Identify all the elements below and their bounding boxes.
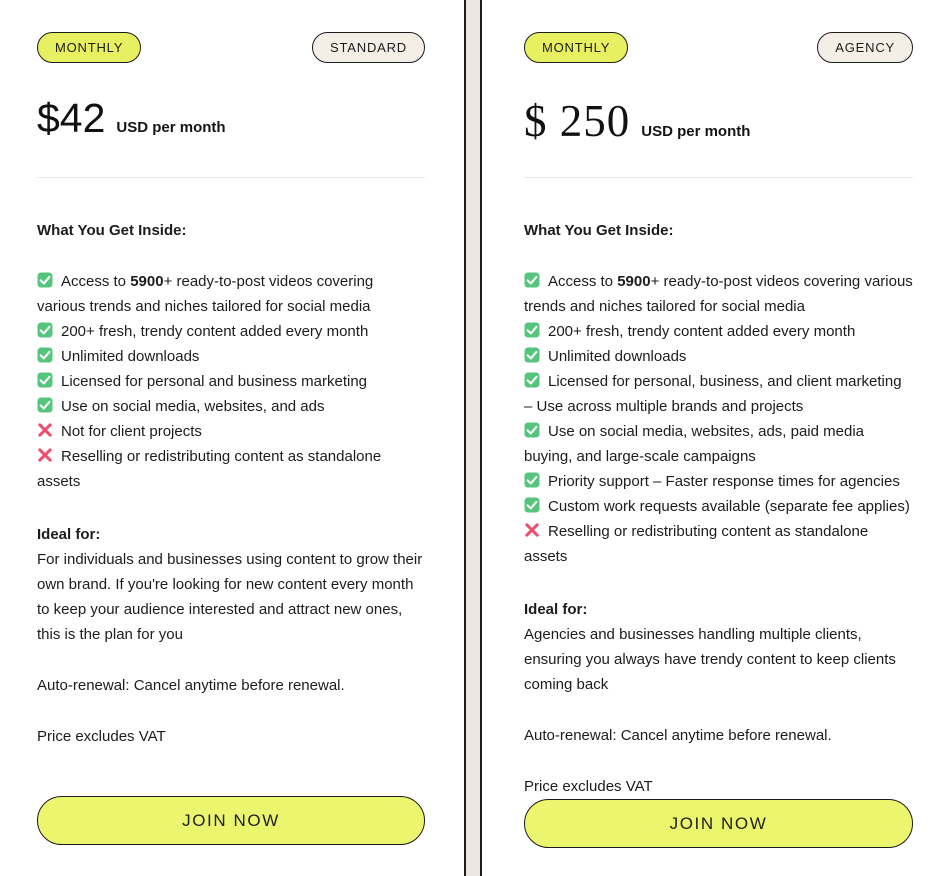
feature-item: [37, 319, 425, 344]
check-icon: [37, 397, 53, 413]
check-icon: [524, 347, 540, 363]
tier-badge: AGENCY: [817, 32, 913, 63]
card-gutter: [466, 0, 480, 876]
pricing-card-agency: [480, 0, 947, 876]
feature-text: Not for client projects: [61, 423, 202, 440]
price-row: [524, 95, 913, 146]
cross-icon: [37, 447, 53, 463]
check-icon: [524, 372, 540, 388]
price-row: [37, 95, 425, 139]
check-icon: [37, 347, 53, 363]
feature-item: [524, 469, 913, 494]
check-icon: [524, 272, 540, 288]
feature-text: Access to: [61, 273, 131, 290]
check-icon: [524, 422, 540, 438]
feature-item: [37, 444, 425, 494]
feature-text: Priority support – Faster response times for agencies: [548, 473, 900, 490]
check-icon: [37, 322, 53, 338]
features-list: [524, 269, 913, 569]
vat-note: Price excludes VAT: [524, 778, 653, 795]
feature-text: 200+ fresh, trendy content added every month: [61, 323, 369, 340]
check-icon: [524, 322, 540, 338]
feature-item: [524, 269, 913, 319]
feature-item: [524, 369, 913, 419]
feature-item: [524, 344, 913, 369]
price-value: $42: [37, 95, 106, 141]
feature-text: Unlimited downloads: [61, 348, 200, 365]
join-now-button[interactable]: JOIN NOW: [37, 796, 425, 845]
plan-badge: MONTHLY: [37, 32, 141, 63]
check-icon: [524, 497, 540, 513]
feature-text: Licensed for personal and business marketing: [61, 373, 368, 390]
feature-text: 200+ fresh, trendy content added every month: [548, 323, 856, 340]
feature-item: [37, 269, 425, 319]
ideal-heading: Ideal for:: [37, 526, 101, 543]
cross-icon: [524, 522, 540, 538]
feature-text: Use on social media, websites, ads, paid media buying, and large-scale campaigns: [524, 423, 864, 465]
join-now-button[interactable]: JOIN NOW: [524, 799, 913, 848]
price-unit: USD per month: [641, 123, 751, 140]
check-icon: [37, 272, 53, 288]
features-list: [37, 269, 425, 494]
renewal-note: Auto-renewal: Cancel anytime before renewal.: [37, 677, 345, 694]
feature-text: Use on social media, websites, and ads: [61, 398, 325, 415]
price-divider: [524, 177, 913, 178]
price-divider: [37, 177, 425, 178]
feature-item: [37, 419, 425, 444]
ideal-text: Agencies and businesses handling multiple clients, ensuring you always have trendy content to keep clients coming back: [524, 626, 896, 693]
feature-text: Reselling or redistributing content as standalone assets: [524, 523, 869, 565]
pricing-card-standard: [0, 0, 466, 876]
feature-text: Access to: [548, 273, 618, 290]
features-heading: What You Get Inside:: [524, 222, 674, 239]
feature-item: [524, 494, 913, 519]
feature-text: Reselling or redistributing content as standalone assets: [37, 448, 382, 490]
feature-text-bold: 5900: [617, 273, 651, 290]
features-heading: What You Get Inside:: [37, 222, 187, 239]
feature-item: [524, 519, 913, 569]
badges-row: [37, 32, 425, 63]
vat-note: Price excludes VAT: [37, 728, 166, 745]
feature-item: [524, 319, 913, 344]
cross-icon: [37, 422, 53, 438]
price-value: $ 250: [524, 96, 631, 146]
feature-text: Custom work requests available (separate fee applies): [548, 498, 910, 515]
feature-text: Licensed for personal, business, and client marketing – Use across multiple brands and projects: [524, 373, 902, 415]
feature-item: [37, 394, 425, 419]
check-icon: [524, 472, 540, 488]
ideal-text: For individuals and businesses using content to grow their own brand. If you're looking for new content every month to keep your audience interested and attract new ones, this is the plan for you: [37, 551, 423, 643]
feature-text: + ready-to-post videos covering various trends and niches tailored for social media: [524, 273, 913, 315]
renewal-note: Auto-renewal: Cancel anytime before renewal.: [524, 727, 832, 744]
feature-text: Unlimited downloads: [548, 348, 687, 365]
feature-item: [524, 419, 913, 469]
check-icon: [37, 372, 53, 388]
plan-badge: MONTHLY: [524, 32, 628, 63]
badges-row: [524, 32, 913, 63]
feature-text-bold: 5900: [130, 273, 164, 290]
ideal-heading: Ideal for:: [524, 601, 588, 618]
feature-item: [37, 344, 425, 369]
tier-badge: STANDARD: [312, 32, 425, 63]
price-unit: USD per month: [116, 119, 226, 136]
feature-text: + ready-to-post videos covering various trends and niches tailored for social media: [37, 273, 374, 315]
feature-item: [37, 369, 425, 394]
